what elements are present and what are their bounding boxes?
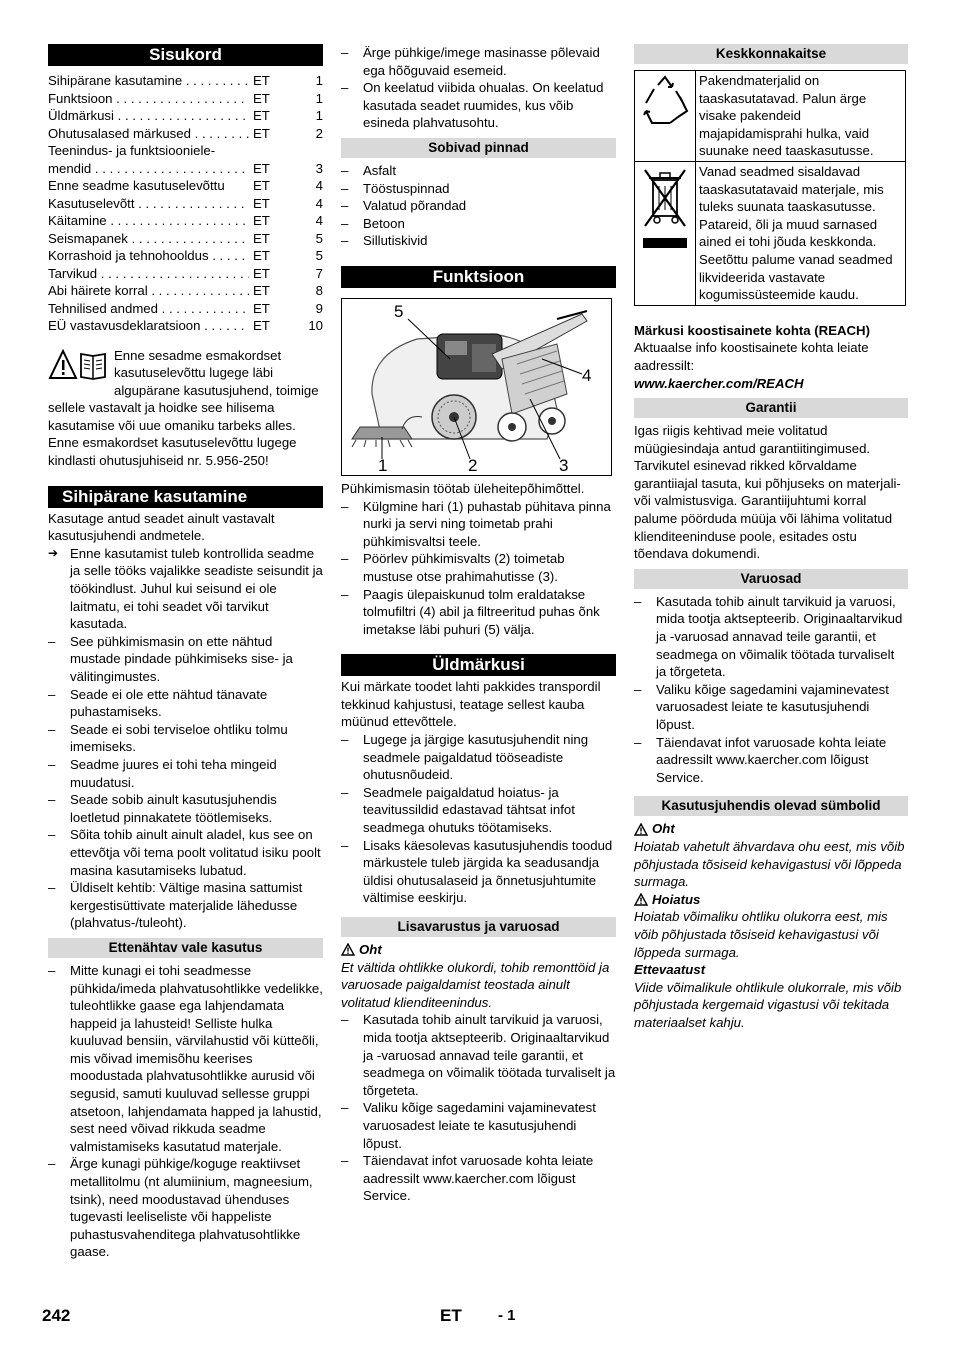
warranty-heading: Garantii — [634, 398, 908, 418]
crossed-bin-icon — [635, 161, 696, 305]
list-item: – Pöörlev pühkimisvalts (2) toimetab mustuse otse prahimahutisse (3). — [341, 550, 616, 585]
list-item: – On keelatud viibida ohualas. On keelatud kasutada seadet ruumides, kus võib esineda plahvatusohtu. — [341, 79, 616, 132]
intro-text: Enne sesadme esmakordset kasutuselevõttu lugege läbi algupärane kasutusjuhend, toimige sellele vastavalt ja hoidke see hilisema kasutamise või uue omaniku tarbeks alles. — [48, 347, 319, 433]
sweeper-diagram — [341, 298, 612, 476]
danger-text: Et vältida ohtlikke olukordi, tohib remonttöid ja varuosade paigaldamist teostada ainult volitatud klienditeenindus. — [341, 959, 610, 1010]
callout-label: 2 — [468, 455, 478, 475]
general-heading: Üldmärkusi — [341, 654, 616, 676]
toc-entry[interactable]: EÜ vastavusdeklaratsioon . . . ET 10 — [48, 317, 323, 335]
recycle-text: Pakendmaterjalid on taaskasutatavad. Palun ärge visake pakendeid majapidamisprahi hulka, vaid suunake need taaskasutusse. — [696, 71, 906, 162]
list-item: – Lugege ja järgige kasutusjuhendit ning seadmele paigaldatud tööseadiste ohutusnõudeid. — [341, 731, 616, 784]
table-row — [635, 161, 906, 305]
warranty-text: Igas riigis kehtivad meie volitatud müügiesindaja antud garantiitingimused. Tarvikutel esinevad rikked kõrvaldame garantiiajal tasuta, kui põhjuseks on materjali- või valmistusviga. Garantiijuhtumi korral palume pöörduda müüja või lähima volitatud klienditeeninduse poole, esitades ostu tõendava dokumendi. — [634, 423, 901, 562]
list-item: – Mitte kunagi ei tohi seadmesse pühkida/imeda plahvatusohtlikke vedelikke, tuleohtlikke gaase ega lahjendamata happeid ja lahusteid! Selliste hulka kuuluvad bensiin, värvilahustid või kütteõli, mis võivad imemisõhu keerises moodustada plahvatusohtlikke aurusid või segusid, samuti kuuluvad sellesse gruppi atsetoon, lahjendamata happed ja lahustid, sest need võivad rikkuda seadme valmistamiseks kasutatud materjale. — [48, 962, 323, 1156]
callout-label: 1 — [378, 455, 388, 475]
toc-heading: Sisukord — [48, 44, 323, 66]
toc-entry[interactable]: Ohutusalased märkused . . . ET 2 — [48, 125, 323, 143]
sweeper-illustration — [342, 299, 611, 475]
list-item: – Täiendavat infot varuosade kohta leiate aadressilt www.kaercher.com lõigust Service. — [341, 1152, 616, 1205]
toc-entry[interactable]: Tehnilised andmed . . . ET 9 — [48, 300, 323, 318]
toc-entry[interactable]: Korrashoid ja tehnohooldus . . . ET 5 — [48, 247, 323, 265]
toc-entry[interactable]: Abi häirete korral . . . ET 8 — [48, 282, 323, 300]
list-item: – See pühkimismasin on ette nähtud mustade pindade pühkimiseks sise- ja välitingimustes. — [48, 633, 323, 686]
list-item: – Külgmine hari (1) puhastab pühitava pinna nurki ja servi ning toimetab prahi pühkimisvaltsi teele. — [341, 498, 616, 551]
toc-entry[interactable]: Funktsioon . . . ET 1 — [48, 90, 323, 108]
symbols-heading: Kasutusjuhendis olevad sümbolid — [634, 796, 908, 816]
caution-label: Ettevaatust — [634, 962, 706, 978]
intended-lead: Kasutage antud seadet ainult vastavalt kasutusjuhendi andmetele. — [48, 510, 275, 544]
table-row — [635, 71, 906, 162]
list-item: – Seadme juures ei tohi teha mingeid muudatusi. — [48, 756, 323, 791]
list-item: – Seade ei sobi terviseloe ohtliku tolmu imemiseks. — [48, 721, 323, 756]
list-item: – Sõita tohib ainult ainult aladel, kus see on ettevõtja või tema poolt volitatud isiku poolt masina kasutamiseks lubatud. — [48, 826, 323, 879]
list-item: – Lisaks käesolevas kasutusjuhendis toodud märkustele tuleb järgida ka seadusandja üldisi ohutusalaseid ja õnnetusjuhtumite vältimise eeskirju. — [341, 837, 616, 907]
toc-entry[interactable]: mendid . . . ET 3 — [48, 160, 323, 178]
danger-text: Hoiatab vahetult ähvardava ohu eest, mis võib põhjustada tõsiseid kehavigastusi või lõppeda surmaga. — [634, 838, 905, 890]
list-item: – Ärge pühkige/imege masinasse põlevaid ega hõõguvaid esemeid. — [341, 44, 616, 79]
language-code: ET — [440, 1306, 462, 1325]
warning-text: Hoiatab võimaliku ohtliku olukorra eest, mis võib põhjustada tõsiseid kehavigastusi või lõppeda surmaga. — [634, 909, 888, 960]
danger-label: Oht — [634, 820, 908, 838]
caution-text: Viide võimalikule ohtlikule olukorrale, mis võib põhjustada kergemaid vigastusi või tekitada materiaalset kahju. — [634, 979, 902, 1030]
toc-entry[interactable]: Sihipärane kasutamine . . . ET 1 — [48, 72, 323, 90]
list-item: – Ärge kunagi pühkige/koguge reaktiivset metallitolmu (nt alumiinium, magneesium, tsink), need moodustavad ühenduses tugevasti leeliseliste või happeliste puhastusvahenditega plahvatusohtlikke gaase. — [48, 1155, 323, 1261]
function-heading: Funktsioon — [341, 266, 616, 288]
list-item: – Asfalt — [341, 162, 616, 180]
intended-arrow-item: ➔ Enne kasutamist tuleb kontrollida seadme ja selle tööks vajalikke seadiste seisundit ja töökindlust. Juhul kui seisund ei ole laitmatu, ei tohi seadet või tarvikut kasutada. — [48, 545, 323, 633]
callout-label: 5 — [394, 301, 404, 321]
list-item: – Betoon — [341, 215, 616, 233]
intended-use-heading: Sihipärane kasutamine — [48, 486, 323, 508]
toc-list — [48, 72, 323, 335]
surfaces-heading: Sobivad pinnad — [341, 138, 616, 158]
section-page-number: - 1 — [498, 1307, 516, 1324]
callout-label: 4 — [582, 365, 592, 385]
warning-manual-icon — [48, 349, 110, 383]
column-left — [48, 44, 323, 1261]
list-item: – Valatud põrandad — [341, 197, 616, 215]
reach-link[interactable]: www.kaercher.com/REACH — [634, 375, 804, 391]
list-item: – Paagis ülepaiskunud tolm eraldatakse tolmufiltri (4) abil ja filtreeritud puhas õnk imetakse läbi puhuri (5) välja. — [341, 586, 616, 639]
warning-triangle-icon — [634, 823, 648, 836]
list-item: – Seade sobib ainult kasutusjuhendis loetletud pinnakatete töötlemiseks. — [48, 791, 323, 826]
page-number: 242 — [42, 1306, 71, 1325]
function-lead: Pühkimismasin töötab üleheitepõhimõttel. — [341, 480, 585, 496]
toc-entry[interactable]: Tarvikud . . . ET 7 — [48, 265, 323, 283]
list-item: – Seade ei ole ette nähtud tänavate puhastamiseks. — [48, 686, 323, 721]
toc-entry[interactable]: Üldmärkusi . . . ET 1 — [48, 107, 323, 125]
intro-safety-text: Enne esmakordset kasutuselevõttu lugege kindlasti ohutusjuhiseid nr. 5.956-250! — [48, 435, 297, 469]
list-item: – Seadmele paigaldatud hoiatus- ja teavitussildid edastavad tähtsat infot seadmega ohutuks töötamiseks. — [341, 784, 616, 837]
reach-heading: Märkusi koostisainete kohta (REACH) — [634, 322, 870, 338]
environment-heading: Keskkonnakaitse — [634, 44, 908, 64]
warning-triangle-icon — [634, 893, 648, 906]
list-item: – Üldiselt kehtib: Vältige masina sattumist kergestisüttivate materjalide lähedusse (plahvatus-/tuleoht). — [48, 879, 323, 932]
list-item: – Valiku kõige sagedamini vajaminevatest varuosadest leiate te kasutusjuhendi lõpust. — [634, 681, 908, 734]
column-right — [634, 44, 908, 1032]
general-lead: Kui märkate toodet lahti pakkides transpordil tekkinud kahjustusi, teatage sellest kauba müünud ettevõttele. — [341, 679, 601, 730]
danger-label: Oht — [341, 941, 616, 959]
warning-triangle-icon — [341, 943, 355, 956]
list-item: – Valiku kõige sagedamini vajaminevatest varuosadest leiate te kasutusjuhendi lõpust. — [341, 1099, 616, 1152]
accessories-heading: Lisavarustus ja varuosad — [341, 917, 616, 937]
spare-parts-heading: Varuosad — [634, 569, 908, 589]
list-item: – Tööstuspinnad — [341, 180, 616, 198]
reach-text: Aktuaalse info koostisainete kohta leiate aadressilt: — [634, 340, 869, 373]
list-item: – Kasutada tohib ainult tarvikuid ja varuosi, mida tootja aktsepteerib. Originaaltarvikud ja -varuosad annavad teile garantii, et seadmega on võimalik töötada turvaliselt ja tõrgeteta. — [341, 1011, 616, 1099]
list-item: – Täiendavat infot varuosade kohta leiate aadressilt www.kaercher.com lõigust Service. — [634, 734, 908, 787]
toc-entry[interactable]: Kasutuselevõtt . . . ET 4 — [48, 195, 323, 213]
disposal-text: Vanad seadmed sisaldavad taaskasutatavaid materjale, mis tuleks suunata taaskasutusse. Patareid, õli ja muud sarnased ained ei tohi jõuda keskkonda. Seetõttu palume vanad seadmed likvideerida vastavate kogumissüsteemide kaudu. — [696, 161, 906, 305]
environment-table — [634, 70, 906, 306]
toc-entry-prefix: Teenindus- ja funktsiooniele- — [48, 143, 216, 158]
toc-entry[interactable]: Käitamine . . . ET 4 — [48, 212, 323, 230]
warning-label: Hoiatus — [634, 891, 908, 909]
intro-block — [48, 347, 323, 470]
misuse-heading: Ettenähtav vale kasutus — [48, 938, 323, 958]
column-middle — [341, 44, 616, 1205]
toc-entry[interactable]: Seismapanek . . . ET 5 — [48, 230, 323, 248]
callout-label: 3 — [559, 455, 569, 475]
list-item: – Kasutada tohib ainult tarvikuid ja varuosi, mida tootja aktsepteerib. Originaaltarvikud ja -varuosad annavad teile garantii, et seadmega on võimalik töötada turvaliselt ja tõrgeteta. — [634, 593, 908, 681]
toc-entry[interactable]: Enne seadme kasutuselevõttu ET 4 — [48, 178, 323, 193]
recycle-icon — [635, 71, 696, 162]
list-item: – Sillutiskivid — [341, 232, 616, 250]
